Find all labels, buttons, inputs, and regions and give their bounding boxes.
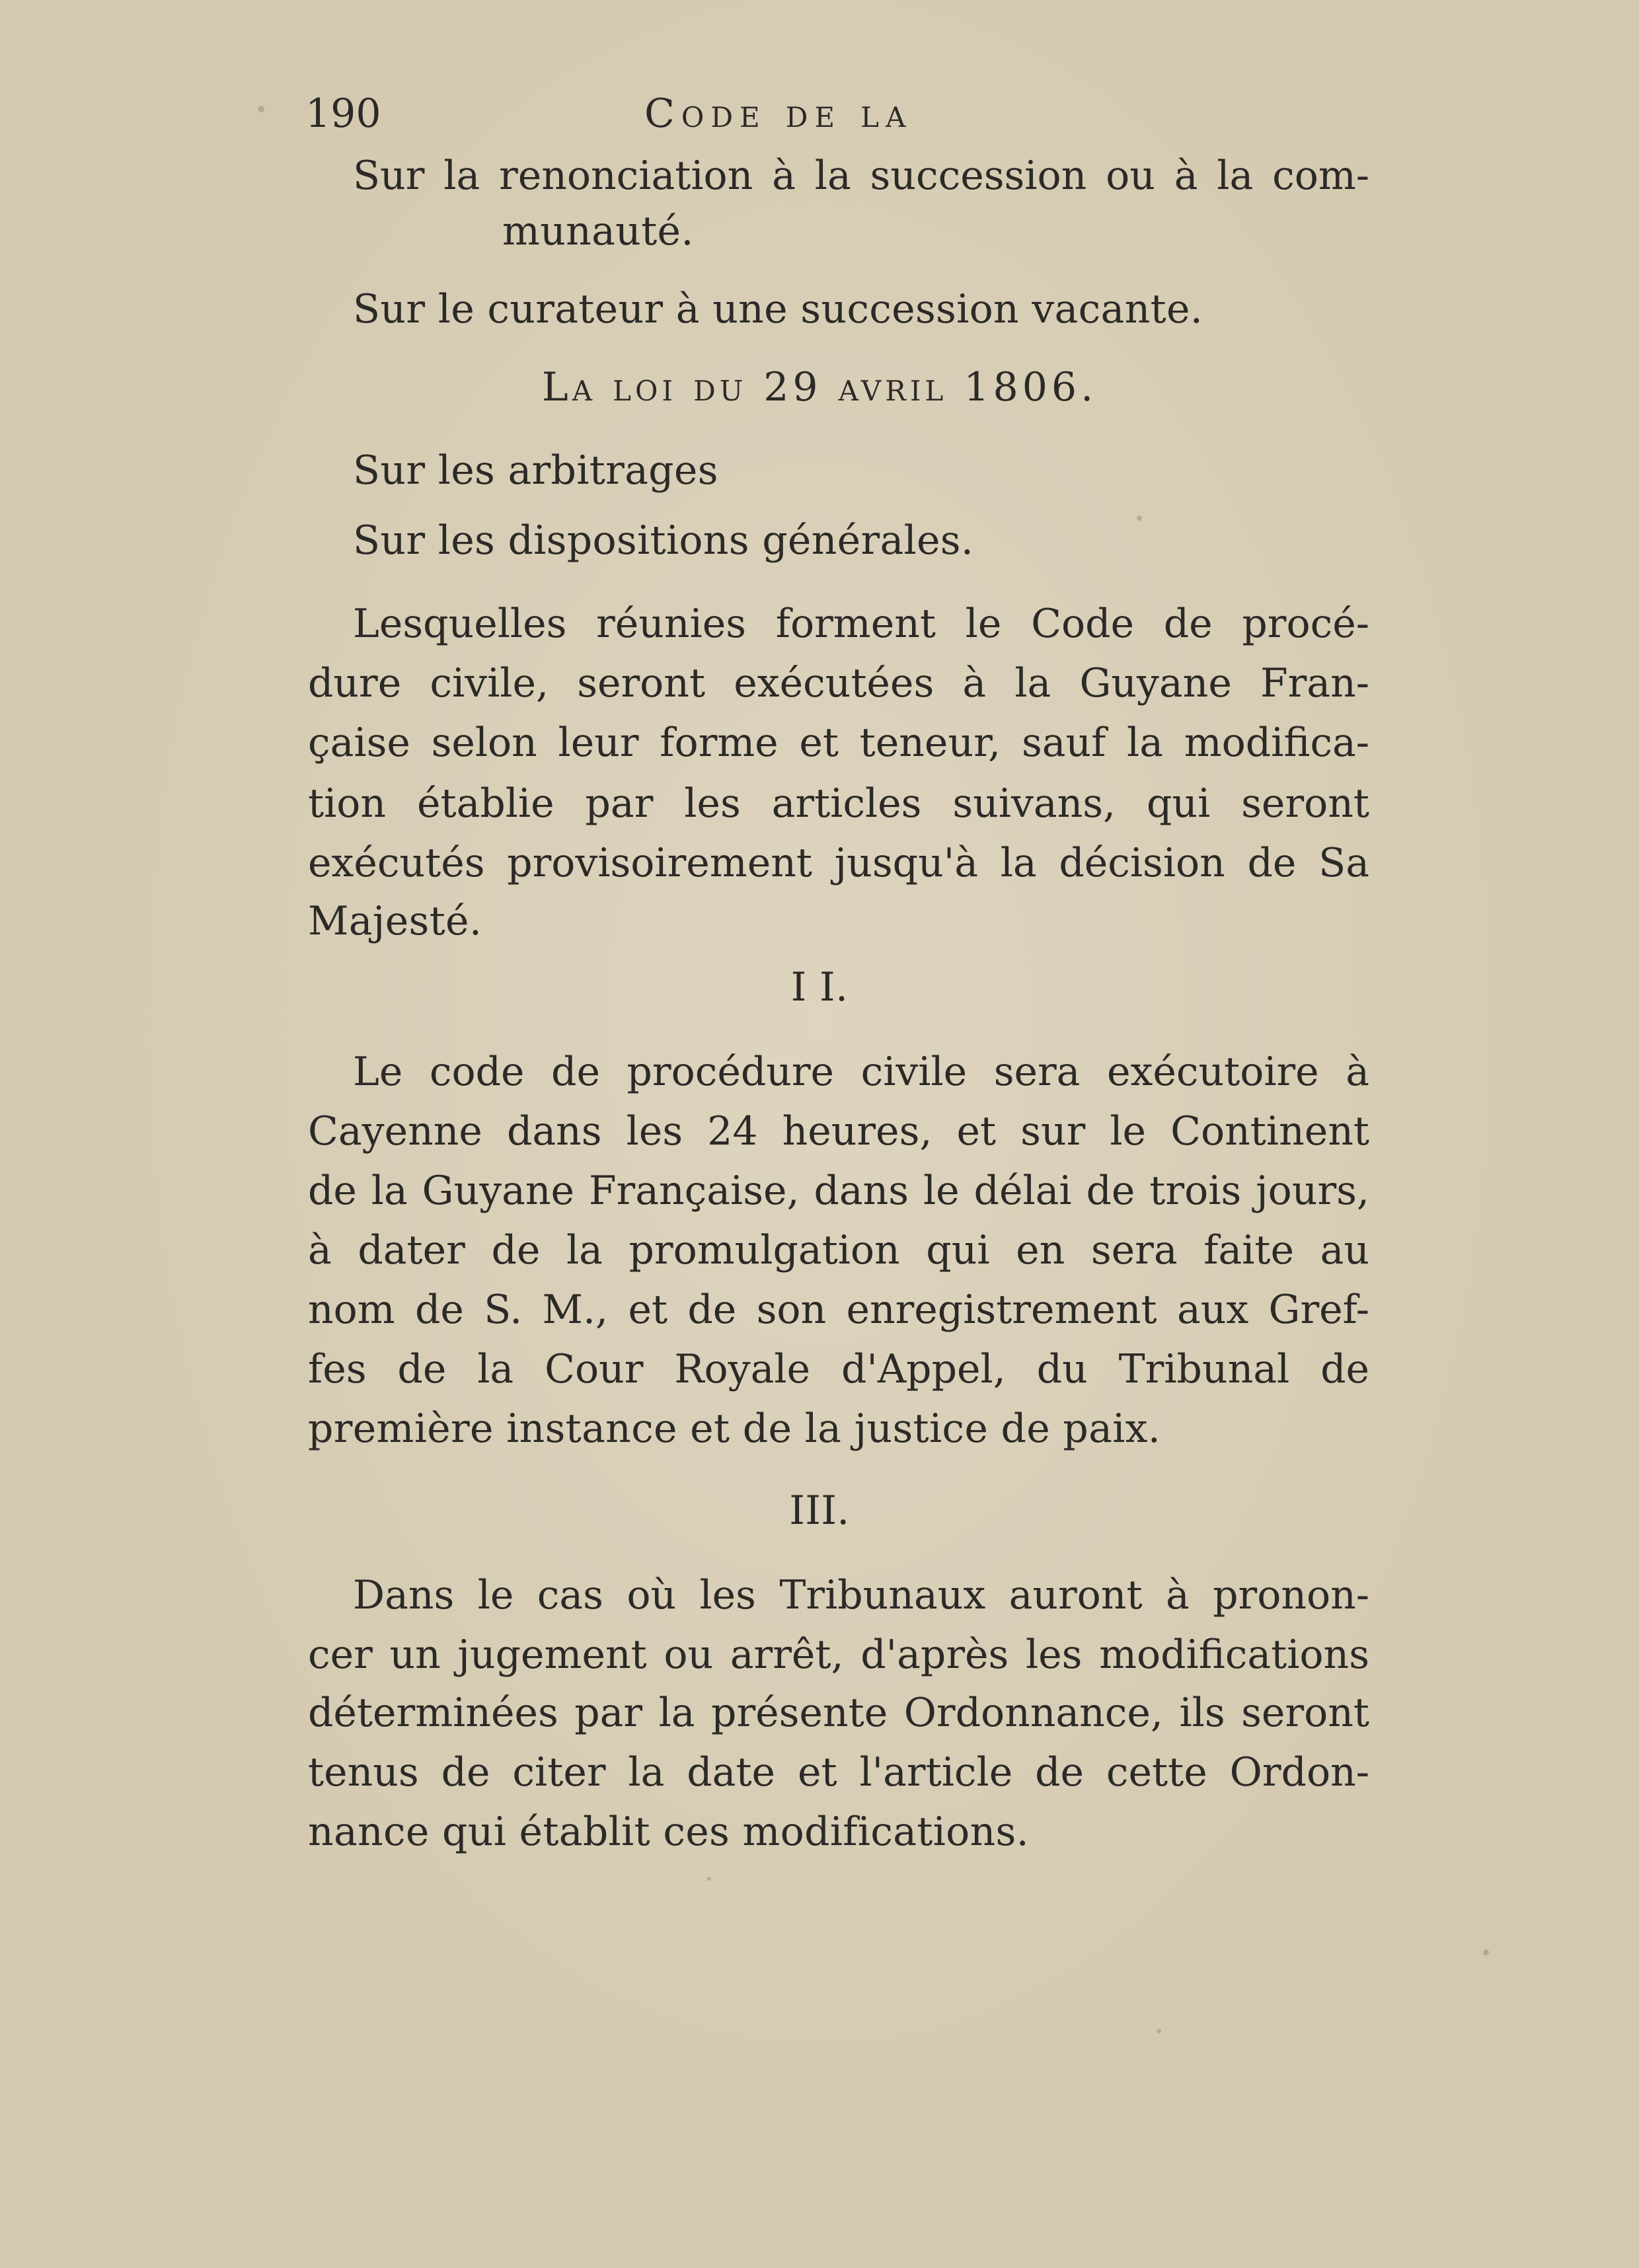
- paper-speck: [707, 1877, 711, 1881]
- paragraph-line: exécutés provisoirement jusqu'à la décision de Sa: [308, 840, 1369, 886]
- paragraph-line: Cayenne dans les 24 heures, et sur le Continent: [308, 1108, 1369, 1154]
- paper-speck: [258, 106, 264, 112]
- paragraph-line: déterminées par la présente Ordonnance, ils seront: [308, 1690, 1369, 1736]
- list-line-continuation: munauté.: [502, 208, 694, 254]
- list-line: Sur le curateur à une succession vacante.: [353, 286, 1203, 332]
- running-title: Code de la: [644, 91, 913, 137]
- list-line: Sur les arbitrages: [353, 447, 718, 494]
- page-number: 190: [305, 91, 381, 137]
- paragraph-line: tenus de citer la date et l'article de cette Ordon-: [308, 1749, 1369, 1796]
- paragraph-line-last: première instance et de la justice de paix.: [308, 1406, 1161, 1452]
- paragraph-line: Dans le cas où les Tribunaux auront à pronon-: [353, 1572, 1369, 1618]
- paper-speck: [1483, 1949, 1489, 1955]
- paragraph-line: Lesquelles réunies forment le Code de procé-: [353, 601, 1369, 647]
- paper-speck: [1157, 2029, 1161, 2033]
- paragraph-line: tion établie par les articles suivans, qui seront: [308, 780, 1369, 827]
- paragraph-line: dure civile, seront exécutées à la Guyane Fran-: [308, 660, 1369, 706]
- paragraph-line: Le code de procédure civile sera exécutoire à: [353, 1049, 1369, 1095]
- paragraph-line: à dater de la promulgation qui en sera faite au: [308, 1227, 1369, 1273]
- paragraph-line: de la Guyane Française, dans le délai de trois jours,: [308, 1168, 1369, 1214]
- list-line: Sur la renonciation à la succession ou à la com-: [353, 153, 1369, 199]
- paper-speck: [1137, 515, 1142, 521]
- paragraph-line: nom de S. M., et de son enregistrement aux Gref-: [308, 1287, 1369, 1333]
- paragraph-line: cer un jugement ou arrêt, d'après les modifications: [308, 1632, 1369, 1678]
- article-number: III.: [789, 1488, 850, 1534]
- paragraph-line-last: nance qui établit ces modifications.: [308, 1809, 1030, 1855]
- paragraph-line: çaise selon leur forme et teneur, sauf la modifica-: [308, 720, 1369, 766]
- paragraph-line: fes de la Cour Royale d'Appel, du Tribunal de: [308, 1346, 1369, 1392]
- law-heading: La loi du 29 avril 1806.: [541, 364, 1098, 410]
- list-line: Sur les dispositions générales.: [353, 517, 974, 564]
- paragraph-line-last: Majesté.: [308, 898, 482, 944]
- article-number: I I.: [790, 964, 849, 1010]
